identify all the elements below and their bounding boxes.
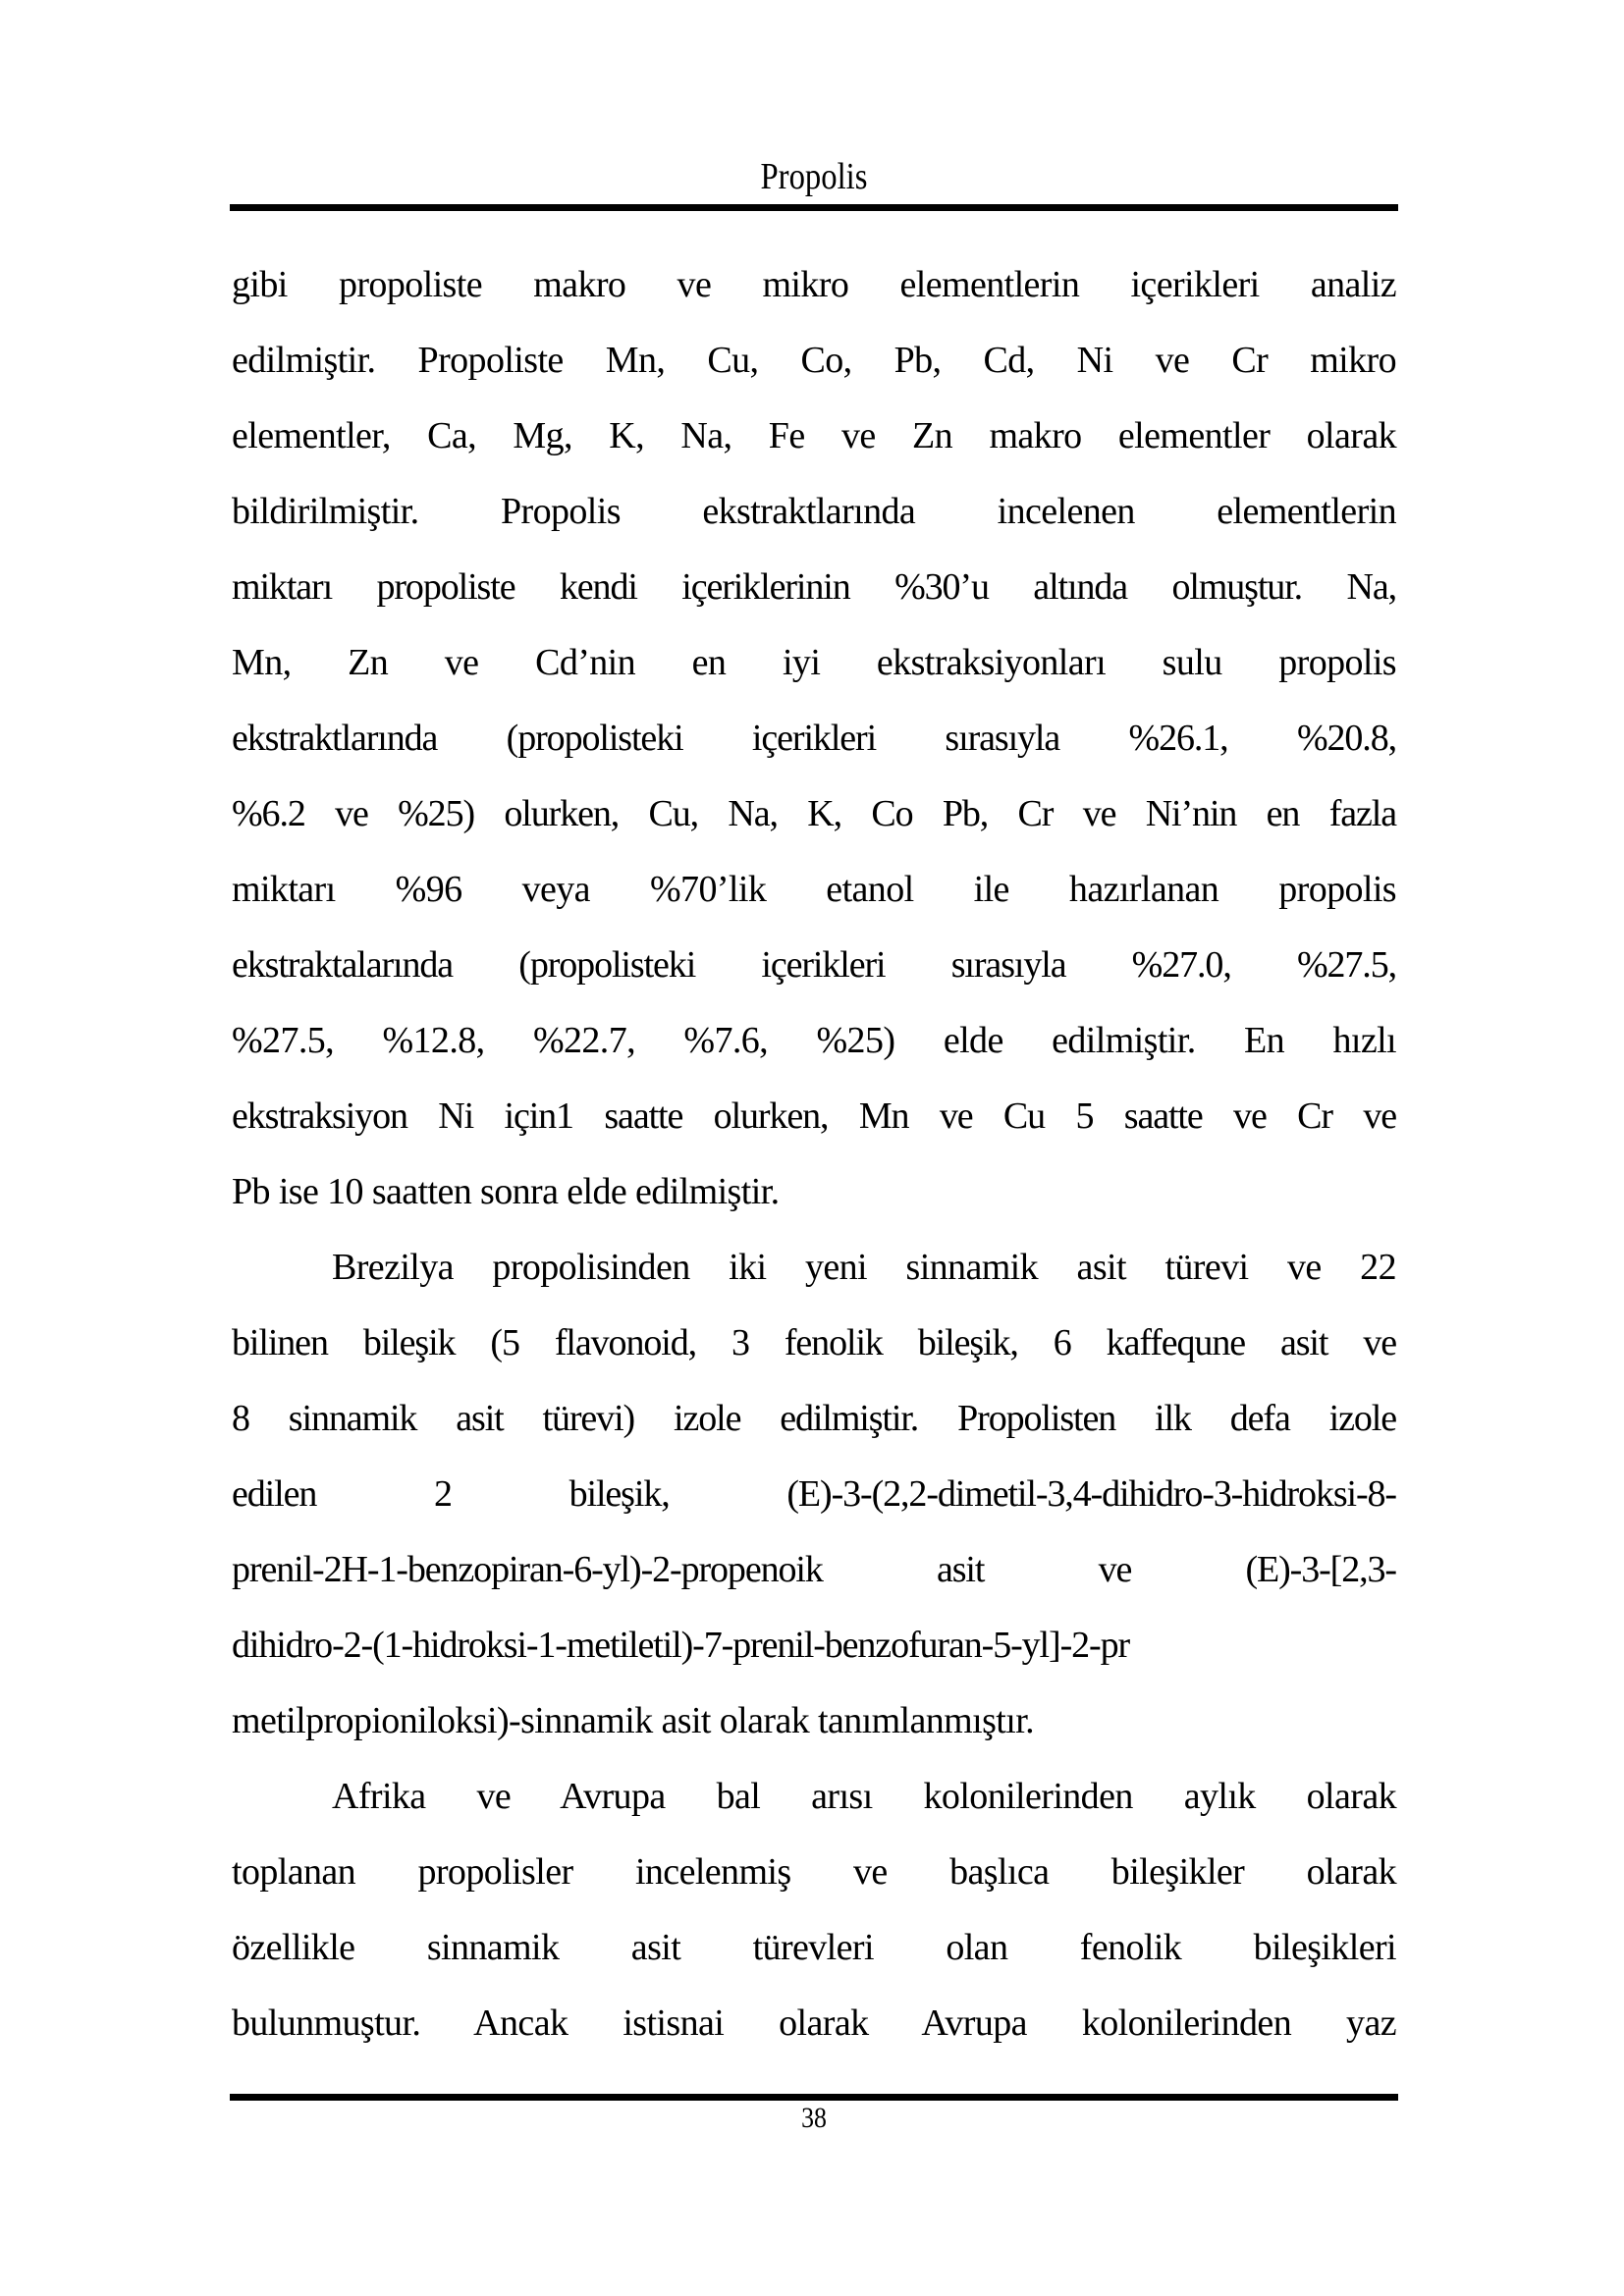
paragraph [232,247,1396,1230]
running-header: Propolis [760,156,868,197]
text-line: özellikle sinnamik asit türevleri olan fenolik bileşikleri [232,1927,1396,1968]
body-text [232,247,1396,2061]
text-line: Mn, Zn ve Cd’nin en iyi ekstraksiyonları sulu propolis [232,642,1396,683]
text-line: Pb ise 10 saatten sonra elde edilmiştir. [232,1171,780,1212]
text-line: ekstraktlarında (propolisteki içerikleri sırasıyla %26.1, %20.8, [232,718,1396,759]
text-line: bilinen bileşik (5 flavonoid, 3 fenolik bileşik, 6 kaffequne asit ve [232,1322,1396,1363]
text-line: gibi propoliste makro ve mikro elementlerin içerikleri analiz [232,264,1396,305]
paragraph [232,1759,1396,2061]
text-line: edilmiştir. Propoliste Mn, Cu, Co, Pb, Cd, Ni ve Cr mikro [232,340,1396,381]
header-rule [230,204,1398,211]
text-line: Afrika ve Avrupa bal arısı kolonilerinden aylık olarak [332,1776,1396,1817]
text-line: ekstraktalarında (propolisteki içerikleri sırasıyla %27.0, %27.5, [232,944,1396,986]
text-line: elementler, Ca, Mg, K, Na, Fe ve Zn makro elementler olarak [232,415,1396,456]
paragraph [232,1230,1396,1759]
footer-rule [230,2094,1398,2101]
text-line: bildirilmiştir. Propolis ekstraktlarında incelenen elementlerin [232,491,1396,532]
text-line: 8 sinnamik asit türevi) izole edilmiştir. Propolisten ilk defa izole [232,1398,1396,1439]
text-line: %6.2 ve %25) olurken, Cu, Na, K, Co Pb, Cr ve Ni’nin en fazla [232,793,1396,834]
text-line: ekstraksiyon Ni için1 saatte olurken, Mn ve Cu 5 saatte ve Cr ve [232,1095,1396,1137]
text-line: dihidro-2-(1-hidroksi-1-metiletil)-7-prenil-benzofuran-5-yl]-2-pr [232,1625,1130,1666]
text-line: prenil-2H-1-benzopiran-6-yl)-2-propenoik asit ve (E)-3-[2,3- [232,1549,1396,1590]
text-line: %27.5, %12.8, %22.7, %7.6, %25) elde edilmiştir. En hızlı [232,1020,1396,1061]
text-line: miktarı propoliste kendi içeriklerinin %30’u altında olmuştur. Na, [232,566,1396,608]
text-line: miktarı %96 veya %70’lik etanol ile hazırlanan propolis [232,869,1396,910]
text-line: edilen 2 bileşik, (E)-3-(2,2-dimetil-3,4-dihidro-3-hidroksi-8- [232,1473,1396,1515]
text-line: bulunmuştur. Ancak istisnai olarak Avrupa kolonilerinden yaz [232,2002,1396,2044]
text-line: metilpropioniloksi)-sinnamik asit olarak tanımlanmıştır. [232,1700,1035,1741]
text-line: toplanan propolisler incelenmiş ve başlıca bileşikler olarak [232,1851,1396,1893]
text-line: Brezilya propolisinden iki yeni sinnamik asit türevi ve 22 [332,1247,1396,1288]
page-number: 38 [801,2102,827,2134]
